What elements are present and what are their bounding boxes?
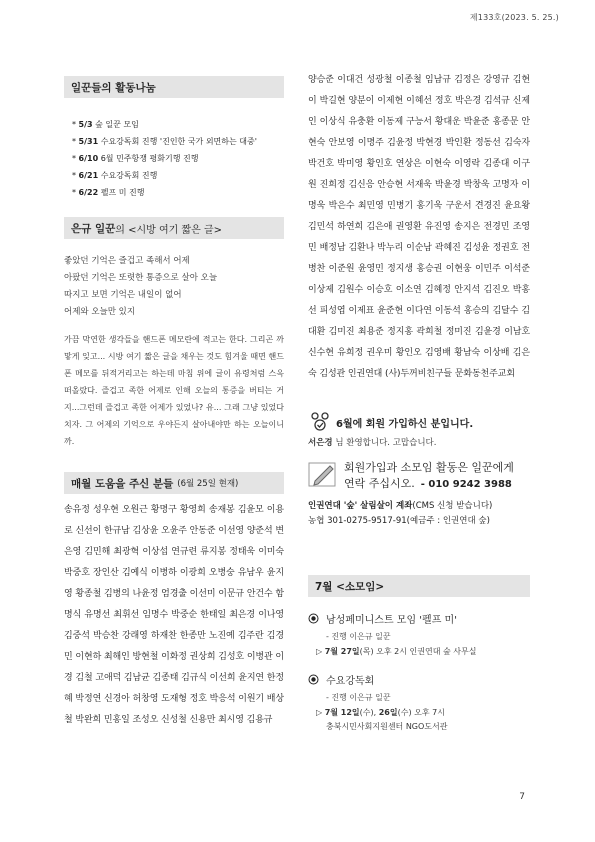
poem-header — [64, 217, 284, 239]
join-phone: - 010 9242 3988 — [420, 479, 512, 490]
meeting-date: 7월 27일 — [324, 647, 360, 656]
activity-date: 6/22 — [78, 188, 99, 197]
activity-text: 숲 일꾼 모임 — [95, 120, 139, 129]
join-line2-wrap — [344, 476, 514, 493]
donors-header — [64, 472, 284, 494]
account-info — [308, 499, 530, 529]
welcome-message — [308, 436, 530, 448]
activities-title: 일꾼들의 활동나눔 — [71, 81, 156, 94]
join-text — [344, 460, 514, 493]
meeting-name: 남성페미니스트 모임 '펠프 미' — [326, 615, 457, 626]
join-line2: 연락 주십시오. — [344, 477, 415, 490]
meeting-time: (수) 오후 7시 — [397, 708, 445, 717]
account-note: (CMS 신청 받습니다) — [412, 501, 493, 511]
activities-header — [64, 76, 284, 98]
donors-title: 매월 도움을 주신 분들 — [71, 477, 174, 490]
welcome-title: 6월에 회원 가입하신 분입니다. — [336, 418, 474, 430]
activity-text: 6월 민주항쟁 평화기행 진행 — [100, 154, 199, 163]
meeting-schedule: ▷ 7월 27일(목) 오후 2시 인권연대 숲 사무실 — [316, 647, 477, 656]
meeting-name: 수요강독회 — [326, 676, 375, 687]
meeting-leader: - 진행 이은규 일꾼 — [326, 632, 391, 641]
meeting-place: 충북시민사회지원센터 NGO도서관 — [326, 722, 448, 731]
meeting-item — [308, 611, 530, 658]
list-item: * 6/10 6월 민주항쟁 평화기행 진행 — [72, 154, 199, 163]
activity-date: 5/3 — [78, 120, 93, 129]
activity-text: 펠프 미 진행 — [100, 188, 145, 197]
list-item: * 6/22 펠프 미 진행 — [72, 188, 145, 197]
account-number: 농협 301-0275-9517-91(예금주 : 인권연대 숲) — [308, 516, 490, 526]
page-number: 7 — [519, 792, 525, 802]
meeting-leader: - 진행 이은규 일꾼 — [326, 693, 391, 702]
activity-date: 5/31 — [78, 137, 99, 146]
meeting-date-2: 26일 — [378, 708, 398, 717]
welcome-text: 님 환영합니다. 고맙습니다. — [335, 438, 437, 448]
meetings-title: 7월 <소모임> — [315, 580, 385, 593]
activity-text: 수요강독회 진행 '진인한 국가 외면하는 대중' — [100, 137, 257, 146]
right-column — [308, 76, 530, 733]
left-column — [64, 76, 284, 731]
donors-list-left: 송유정 성우현 오원근 황명구 황영희 송재봉 김윤모 이용로 신선이 한규남 김상윤 오윤주 안동준 이선영 양준석 변은영 김민해 최광혁 이상섭 연규련 류지봉 정태욱 이미숙 박중호 장인산 김예식 이병하 이광희 오병숭 유남우 윤지영 황종철 김병의 나윤정 엄경출 이선미 이문규 안건수 함명식 유명선 최휘선 임명수 박중순 한태일 최은경 이나영 김중석 박승찬 강래영 하재찬 한종만 노진예 김주란 김경민 이현하 최해인 방현철 이화정 권상희 김성호 이병관 이경 김철 고애덕 김남균 김종태 김규식 이선희 윤지연 한정혜 박정연 신경아 허창영 도재형 정호 박응석 이원기 배상철 박완희 민홍일 조성오 신성철 신용만 최시영 김용규 — [64, 505, 284, 725]
meeting-schedule: ▷ 7월 12일(수), 26일(수) 오후 7시 — [316, 708, 445, 717]
list-item: * 6/21 수요강독회 진행 — [72, 171, 158, 180]
activity-date: 6/10 — [78, 154, 99, 163]
meeting-item — [308, 672, 530, 733]
pencil-icon — [308, 460, 338, 488]
target-bullet-icon — [308, 674, 319, 685]
account-title: 인권연대 '숲' 살림살이 계좌 — [308, 501, 413, 511]
issue-number: 제133호(2023. 5. 25.) — [469, 13, 559, 22]
people-icon — [308, 411, 332, 433]
donors-list-right: 양승준 이대건 성광철 이종철 임남규 김정은 강영규 김현이 박길현 양분이 이제현 이혜선 정호 박은경 김석규 신제인 이상식 유충환 이동제 구능서 황대운 박윤준 홍종문 안현숙 안보영 이명주 김윤정 박현경 박인환 정동선 김숙자 박건호 박미영 황인호 연상은 이현숙 이영락 김종대 이구원 진희정 김신응 안승현 서재욱 박윤경 박창욱 고명자 이명욱 박은수 최민영 민병기 홍기욱 구운서 견경진 윤요왕 김민석 하연희 김은애 권영환 유진영 송지은 전경민 조영민 배정남 김환나 박누리 이순남 곽혜진 김성윤 정권호 전병찬 이준원 윤영민 정지생 홍승권 이현웅 이민주 이석준 이상제 김원수 이승호 이소연 김혜정 안지석 김진오 박홍선 피성엽 이제표 윤준현 이다연 이동석 홍승의 김달수 김대환 김미진 최용준 정지홍 곽희철 정미진 김윤경 이남호 신수현 유희정 권우미 황인오 김영배 황남숙 이상배 김은숙 김성관 인권연대 (사)두꺼비친구들 문화동천주교회 — [308, 75, 530, 379]
welcome-block — [308, 411, 530, 433]
poem-lines: 좋았던 기억은 즐겁고 족해서 어제 아팠던 기억은 또렷한 통증으로 살아 오늘 따지고 보면 기억은 내일이 없어 어제와 오늘만 있지 — [64, 256, 218, 317]
activities-list — [64, 116, 284, 201]
join-line1: 회원가입과 소모임 활동은 일꾼에게 — [344, 461, 514, 474]
activity-date: 6/21 — [78, 171, 99, 180]
list-item: * 5/31 수요강독회 진행 '진인한 국가 외면하는 대중' — [72, 137, 257, 146]
meeting-title — [308, 611, 530, 626]
meeting-day: (수), — [359, 708, 379, 717]
donors-date: (6월 25일 현재) — [177, 479, 239, 489]
account-line1 — [308, 499, 530, 514]
join-block — [308, 460, 530, 493]
poem-title-main: 은규 일꾼 — [71, 222, 116, 235]
poem-title-rest: 의 <시방 여기 짧은 글> — [115, 224, 222, 236]
activity-text: 수요강독회 진행 — [100, 171, 158, 180]
list-item: * 5/3 숲 일꾼 모임 — [72, 120, 139, 129]
new-member-name: 서은경 — [308, 438, 333, 448]
meeting-title — [308, 672, 530, 687]
poem-essay: 가끔 막연한 생각들을 핸드폰 메모란에 적고는 한다. 그리곤 까맣게 잊고... 시방 여기 짧은 글을 채우는 것도 힘겨울 때면 핸드폰 메모를 뒤적거리고는 하는데 마침 위에 글이 유령처럼 스윽 떠올랐다. 즐겁고 족한 어제로 인해 오늘의 통증을 버티는 거지...그런데 즐겁고 족한 어제가 있었나? 유... 그래 그냥 있었다 치자. 그 어제의 기억으로 우야든지 살아내야만 하는 오늘이니까. — [64, 335, 284, 446]
target-bullet-icon — [308, 613, 319, 624]
meeting-date: 7월 12일 — [324, 708, 360, 717]
meeting-time: (목) 오후 2시 인권연대 숲 사무실 — [359, 647, 477, 656]
meetings-header — [308, 575, 530, 597]
